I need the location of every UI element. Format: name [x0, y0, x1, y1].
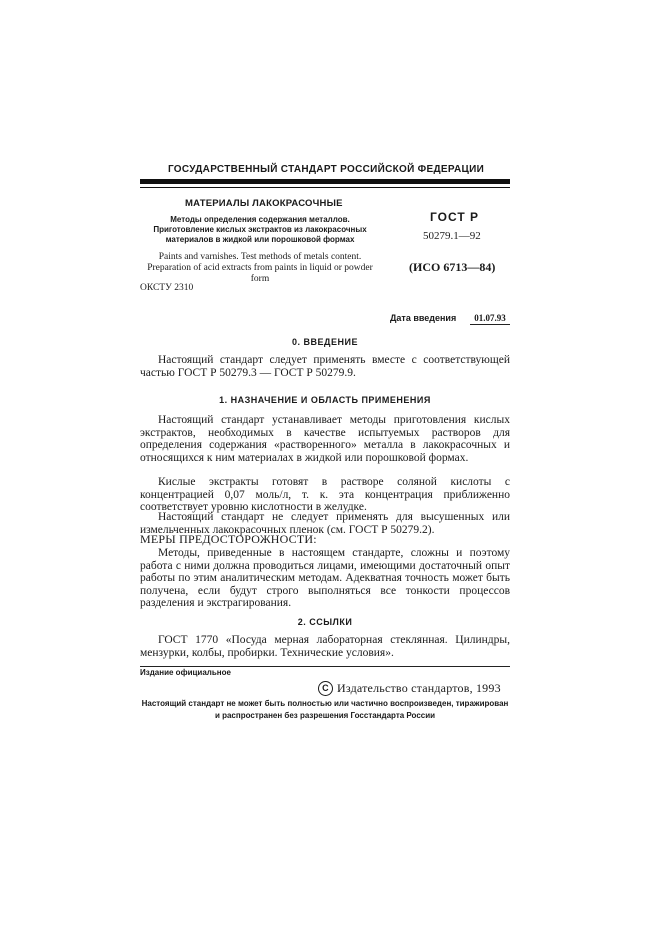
gost-label: ГОСТ Р — [430, 210, 480, 224]
copyright-text: Издательство стандартов, 1993 — [337, 681, 501, 695]
references-paragraph: ГОСТ 1770 «Посуда мерная лабораторная стеклянная. Цилиндры, мензурки, колбы, пробирки. Технические условия». — [140, 634, 510, 659]
section-heading-scope: 1. НАЗНАЧЕНИЕ И ОБЛАСТЬ ПРИМЕНЕНИЯ — [219, 395, 431, 405]
header-rule-thick — [140, 179, 510, 184]
reproduction-notice: Настоящий стандарт не может быть полностью или частично воспроизведен, тиражирован и распространен без разрешения Госстандарта России — [141, 699, 509, 720]
document-title: МАТЕРИАЛЫ ЛАКОКРАСОЧНЫЕ — [185, 198, 343, 209]
standard-header-title: ГОСУДАРСТВЕННЫЙ СТАНДАРТ РОССИЙСКОЙ ФЕДЕРАЦИИ — [167, 164, 485, 175]
precautions-heading: МЕРЫ ПРЕДОСТОРОЖНОСТИ: — [140, 532, 317, 546]
iso-reference: (ИСО 6713—84) — [409, 260, 496, 274]
gost-number: 50279.1—92 — [423, 230, 481, 242]
footer-rule — [140, 666, 510, 667]
introduction-date — [390, 313, 510, 325]
copyright-icon: C — [318, 681, 333, 696]
section-heading-introduction: 0. ВВЕДЕНИЕ — [292, 337, 358, 347]
scope-paragraph-2: Кислые экстракты готовят в растворе соляной кислоты с концентрацией 0,07 моль/л, т. к. эта концентрация приближенно соответствует уровню кислотности в желудке. — [140, 476, 510, 514]
document-subtitle-en: Paints and varnishes. Test methods of metals content. Preparation of acid extracts from paints in liquid or powder form — [147, 252, 373, 284]
precautions-paragraph: Методы, приведенные в настоящем стандарте, сложны и поэтому работа с ними должна проводиться лицами, имеющими достаточный опыт работы по этим аналитическим методам. Адекватная точность может быть получена, если будут строго выполняться все тонкости процессов разделения и экстрагирования. — [140, 547, 510, 610]
official-edition-label: Издание официальное — [140, 668, 231, 677]
introduction-paragraph: Настоящий стандарт следует применять вместе с соответствующей частью ГОСТ Р 50279.3 — ГОСТ Р 50279.9. — [140, 354, 510, 379]
introduction-date-value: 01.07.93 — [470, 313, 510, 325]
section-heading-references: 2. ССЫЛКИ — [297, 617, 353, 627]
scope-paragraph-3: Настоящий стандарт не следует применять для высушенных или измельченных лакокрасочных пленок (см. ГОСТ Р 50279.2). — [140, 511, 510, 536]
document-subtitle-ru: Методы определения содержания металлов. Приготовление кислых экстрактов из лакокрасочных материалов в жидкой или порошковой формах — [153, 215, 367, 244]
scope-paragraph-1: Настоящий стандарт устанавливает методы приготовления кислых экстрактов, необходимых в качестве испытуемых растворов для определения содержания «растворенного» металла в лакокрасочных и относящихся к ним материалах в жидкой или порошковой формах. — [140, 414, 510, 464]
header-rule-thin — [140, 187, 510, 188]
introduction-date-label: Дата введения — [390, 313, 457, 323]
copyright-line — [318, 681, 501, 696]
okstu-code: ОКСТУ 2310 — [140, 283, 194, 293]
